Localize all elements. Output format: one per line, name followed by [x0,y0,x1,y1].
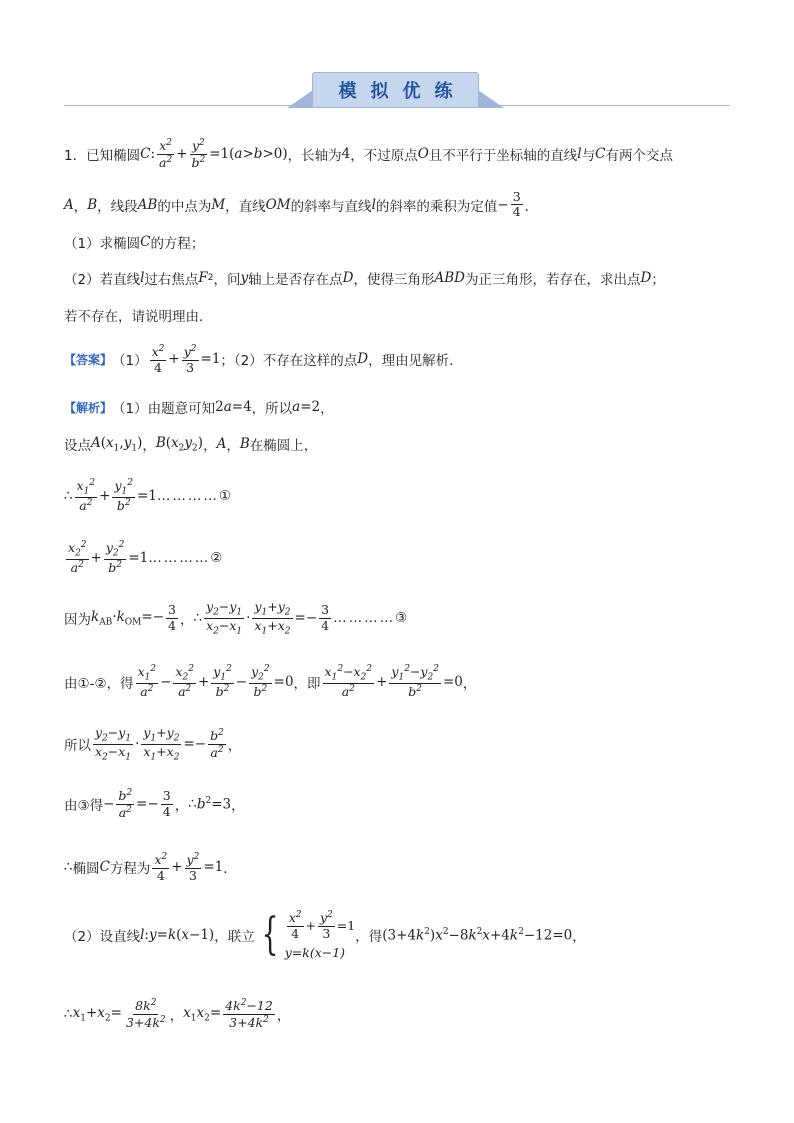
problem-text: 的中点为 [157,198,212,215]
math-fraction: $\frac{y_1^2}{b^2}$ [213,664,232,700]
solution-part-2-line-1: （2）设直线 l:y=k(x−1) ，联立 { $\frac{x^2}{4}$ + $\frac{y^2}{3}$ =1 y=k(x−1) ，得 $(3+4k^2)x^2-8k^2x+4k^2-12=0$ ， [64,908,586,960]
math-fraction: $\frac{8k^2}{3+4k^2}$ [125,998,166,1030]
math-fraction: $\frac{x_2^2}{a^2}$ [175,664,194,700]
problem-text: ，长轴为 [287,148,342,165]
math-fraction: $\frac{x_2^2}{a^2}$ [68,540,87,576]
solution-text: 在椭圆上， [249,438,318,454]
equation-mark: ③ [395,610,408,627]
solution-eq-6: 由③得 − $\frac{b^2}{a^2}$ =− $\frac{3}{4}$ ， ∴ $b^2=3$ ， [64,788,245,820]
problem-text: 为正三角形，若存在，求出点 [465,272,641,288]
problem-text: ，问 [213,272,241,288]
answer-text: （1） [112,353,148,370]
solution-text: （1）由题意可知 [112,401,216,417]
math-fraction: $\frac{y_2^2}{b^2}$ [105,540,125,576]
math-fraction: $\frac{y_1^2-y_2^2}{b^2}$ [391,664,439,700]
problem-text: 已知椭圆 [86,148,141,165]
solution-eq-3: 因为 $k_{AB}\cdot k_{OM}=-$ $\frac{3}{4}$ ， ∴ $\frac{y_2-y_1}{x_2-x_1}$ · $\frac{y_1+y_2}{x_1+x_2}$ =− $\frac{3}{4}$ ………… ③ [64,599,408,637]
math-fraction: $\frac{y_1+y_2}{x_1+x_2}$ [143,725,180,763]
problem-line-1: 1． 已知椭圆 C : $\frac{x^2}{a^2}$ + $\frac{y^2}{b^2}$ =1(a>b>0) ，长轴为 4 ，不过原点 O 且不平行于坐标轴的直线 l 与 C 有两个交点 [64,138,673,170]
math-fraction: $\frac{y_2-y_1}{x_2-x_1}$ [95,725,132,763]
problem-text: 过右焦点 [144,272,199,288]
solution-tag: 【解析】 [64,400,113,415]
math-fraction: $\frac{y_1^2}{b^2}$ [114,478,133,514]
solution-eq-2: $\frac{x_2^2}{a^2}$ + $\frac{y_2^2}{b^2}$ =1 ………… ② [68,540,223,576]
math-fraction: $\frac{3}{4}$ [512,189,521,220]
solution-text: ， [203,438,217,454]
problem-text: （1）求椭圆 [64,236,141,252]
math-fraction: $\frac{x^2}{4}$ [151,344,165,375]
problem-line-2: A ， B ，线段 AB 的中点为 M ，直线 OM 的斜率与直线 l 的斜率的乘积为定值 − $\frac{3}{4}$ ． [64,189,539,220]
therefore-symbol: ∴ [64,487,73,504]
solution-text: ，联立 [214,928,255,945]
math-fraction: $\frac{y_2-y_1}{x_2-x_1}$ [206,599,243,637]
therefore-symbol: ∴ [64,859,73,876]
problem-text: 有两个交点 [605,148,673,165]
math-fraction: $\frac{y_1+y_2}{x_1+x_2}$ [254,599,291,637]
math-fraction: $\frac{b^2}{a^2}$ [118,788,133,820]
math-fraction: $\frac{3}{4}$ [168,602,176,633]
solution-eq-5: 所以 $\frac{y_2-y_1}{x_2-x_1}$ · $\frac{y_1+y_2}{x_1+x_2}$ =− $\frac{b^2}{a^2}$ ， [64,725,242,763]
solution-text: 因为 [64,612,91,629]
problem-text: 轴上是否存在点 [248,272,343,288]
math-fraction: $\frac{x_1^2}{a^2}$ [76,478,96,514]
problem-text: 的斜率与直线 [290,198,372,215]
solution-part-2-line-2: ∴ $x_1+x_2=$ $\frac{8k^2}{3+4k^2}$ ， $x_1x_2=$ $\frac{4k^2-12}{3+4k^2}$ ， [64,998,291,1030]
therefore-symbol: ∴ [64,1006,73,1023]
problem-part-2-cont [64,305,213,325]
solution-text: （2）设直线 [64,928,141,945]
solution-text: 设点 [64,438,91,454]
problem-text: 的斜率的乘积为定值 [375,198,498,215]
equation-mark: ② [210,549,223,566]
equation-system: $\frac{x^2}{4}$ + $\frac{y^2}{3}$ =1 y=k(x−1) [284,910,356,960]
solution-line-2: 设点 $A(x_1,y_1)$ ， $B(x_2y_2)$ ， A ， B 在椭圆上， [64,434,318,454]
problem-text: ，使得三角形 [353,272,435,288]
problem-part-1: （1）求椭圆 C 的方程； [64,234,205,252]
math-fraction: $\frac{3}{4}$ [321,602,330,633]
solution-text: 椭圆 [72,861,100,878]
solution-text: 由③得 [64,798,104,815]
solution-text: ，所以 [251,401,293,417]
solution-text: ， [142,438,156,454]
problem-text: ，不过原点 [350,148,418,165]
math-fraction: $\frac{y^2}{b^2}$ [191,138,206,170]
section-banner [312,72,479,108]
therefore-symbol: ∴ [188,796,197,813]
math-fraction: $\frac{b^2}{a^2}$ [210,728,224,760]
math-fraction: $\frac{4k^2-12}{3+4k^2}$ [225,998,273,1030]
solution-text: 由①-②，得 [64,675,134,692]
therefore-symbol: ∴ [193,610,203,627]
problem-text: （2）若直线 [64,272,141,288]
left-brace: { [261,908,279,960]
problem-text: 若不存在，请说明理由． [64,309,213,325]
problem-text: ，直线 [225,198,266,215]
solution-text: ，得 [355,928,383,945]
solution-text: ，即 [293,675,321,692]
problem-text: 与 [581,148,596,165]
problem-text: ； [651,272,665,288]
math-fraction: $\frac{3}{4}$ [162,788,171,819]
answer-text: ，理由见解析． [368,353,463,370]
math-fraction: $\frac{y^2}{3}$ [186,852,200,883]
answer-line: 【答案】 （1） $\frac{x^2}{4}$ + $\frac{y^2}{3}$ =1 ；（2）不存在这样的点 D ，理由见解析． [64,344,463,375]
solution-eq-1: ∴ $\frac{x_1^2}{a^2}$ + $\frac{y_1^2}{b^2}$ =1 ………… ① [64,478,231,514]
math-fraction: $\frac{x_1^2-x_2^2}{a^2}$ [324,664,373,700]
solution-eq-7: ∴ 椭圆 C 方程为 $\frac{x^2}{4}$ + $\frac{y^2}{3}$ =1 ． [64,852,237,883]
banner-title: 模拟优练 [338,81,467,102]
math-fraction: $\frac{y^2}{3}$ [183,344,197,375]
math-fraction: $\frac{x^2}{4}$ [154,852,168,883]
math-fraction: $\frac{x^2}{a^2}$ [159,138,173,170]
solution-eq-4: 由①-②，得 $\frac{x_1^2}{a^2}$ − $\frac{x_2^2}{a^2}$ + $\frac{y_1^2}{b^2}$ − $\frac{y_2^2}{b^2}$ =0 ，即 $\frac{x_1^2-x_2^2}{a^2}$ + $\frac{y_1^2-y_2^2}{b^2}$ =0 ， [64,664,477,700]
problem-text: 的方程； [150,236,205,252]
solution-line-1: 【解析】 （1）由题意可知 2a=4 ，所以 a=2 ， [64,399,334,417]
problem-number: 1． [64,148,87,165]
problem-text: 且不平行于坐标轴的直线 [428,148,578,165]
solution-text: 所以 [64,738,91,755]
math-var: C [140,146,151,163]
banner-left-wing [287,90,313,108]
problem-part-2: （2）若直线 l 过右焦点 F 2 ，问 y 轴上是否存在点 D ，使得三角形 ABD 为正三角形，若存在，求出点 D ； [64,270,665,288]
equation-mark: ① [218,487,231,504]
solution-text: 方程为 [109,861,151,878]
answer-text: ；（2）不存在这样的点 [220,353,358,370]
math-fraction: $\frac{y_2^2}{b^2}$ [251,664,270,700]
banner-right-wing [478,90,504,108]
problem-text: ，线段 [97,198,138,215]
answer-tag: 【答案】 [64,352,113,367]
math-fraction: $\frac{x_1^2}{a^2}$ [137,664,157,700]
